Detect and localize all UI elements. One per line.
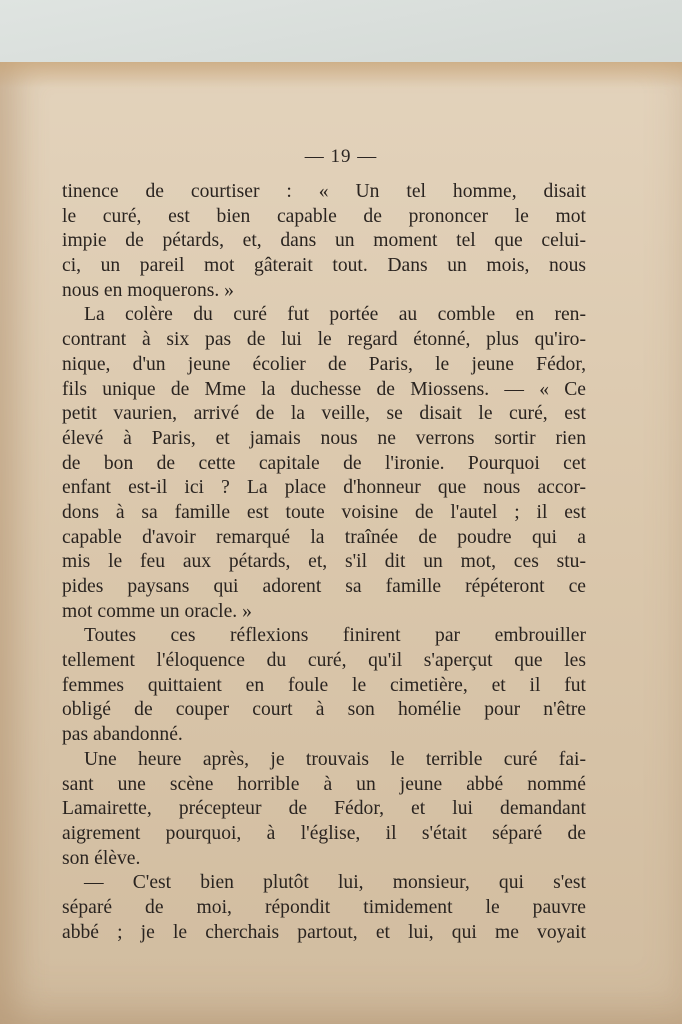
text-line: obligé de couper court à son homélie pour n'être: [62, 699, 586, 721]
page-text: [62, 180, 586, 945]
text-line: aigrement pourquoi, à l'église, il s'était séparé de: [62, 822, 586, 844]
text-line: mot comme un oracle. »: [62, 600, 252, 622]
text-line: femmes quittaient en foule le cimetière, et il fut: [62, 674, 586, 696]
text-line: de bon de cette capitale de l'ironie. Pourquoi cet: [62, 452, 586, 474]
text-line: enfant est-il ici ? La place d'honneur que nous accor-: [62, 477, 586, 499]
text-line: Une heure après, je trouvais le terrible curé fai-: [84, 748, 586, 770]
text-line: Toutes ces réflexions finirent par embrouiller: [84, 625, 586, 647]
text-line: séparé de moi, répondit timidement le pauvre: [62, 896, 586, 918]
text-line: capable d'avoir remarqué la traînée de poudre qui a: [62, 526, 586, 548]
text-line: sant une scène horrible à un jeune abbé nommé: [62, 773, 586, 795]
text-line: Lamairette, précepteur de Fédor, et lui demandant: [62, 798, 586, 820]
text-line: mis le feu aux pétards, et, s'il dit un mot, ces stu-: [62, 551, 586, 573]
page-edge-shadow: [0, 62, 682, 88]
text-line: tinence de courtiser : « Un tel homme, disait: [62, 181, 586, 202]
text-line: petit vaurien, arrivé de la veille, se disait le curé, est: [62, 403, 586, 425]
text-line: tellement l'éloquence du curé, qu'il s'aperçut que les: [62, 650, 586, 672]
text-line: fils unique de Mme la duchesse de Miossens. — « Ce: [62, 378, 586, 400]
text-line: nique, d'un jeune écolier de Paris, le jeune Fédor,: [62, 353, 586, 375]
text-line: le curé, est bien capable de prononcer le mot: [62, 205, 586, 227]
text-line: impie de pétards, et, dans un moment tel que celui-: [62, 230, 586, 252]
text-line: — C'est bien plutôt lui, monsieur, qui s'est: [84, 872, 586, 894]
text-line: abbé ; je le cherchais partout, et lui, qui me voyait: [62, 921, 586, 943]
text-line: pas abandonné.: [62, 724, 183, 746]
text-line: contrant à six pas de lui le regard étonné, plus qu'iro-: [62, 329, 586, 351]
text-line: élevé à Paris, et jamais nous ne verrons sortir rien: [62, 427, 586, 449]
text-line: ci, un pareil mot gâterait tout. Dans un mois, nous: [62, 255, 586, 277]
text-line: pides paysans qui adorent sa famille répéteront ce: [62, 576, 586, 597]
text-line: La colère du curé fut portée au comble en ren-: [84, 304, 586, 326]
text-line: nous en moquerons. »: [62, 279, 234, 301]
text-line: dons à sa famille est toute voisine de l'autel ; il est: [62, 501, 586, 523]
text-line: son élève.: [62, 847, 141, 869]
page-number: — 19 —: [304, 146, 378, 167]
